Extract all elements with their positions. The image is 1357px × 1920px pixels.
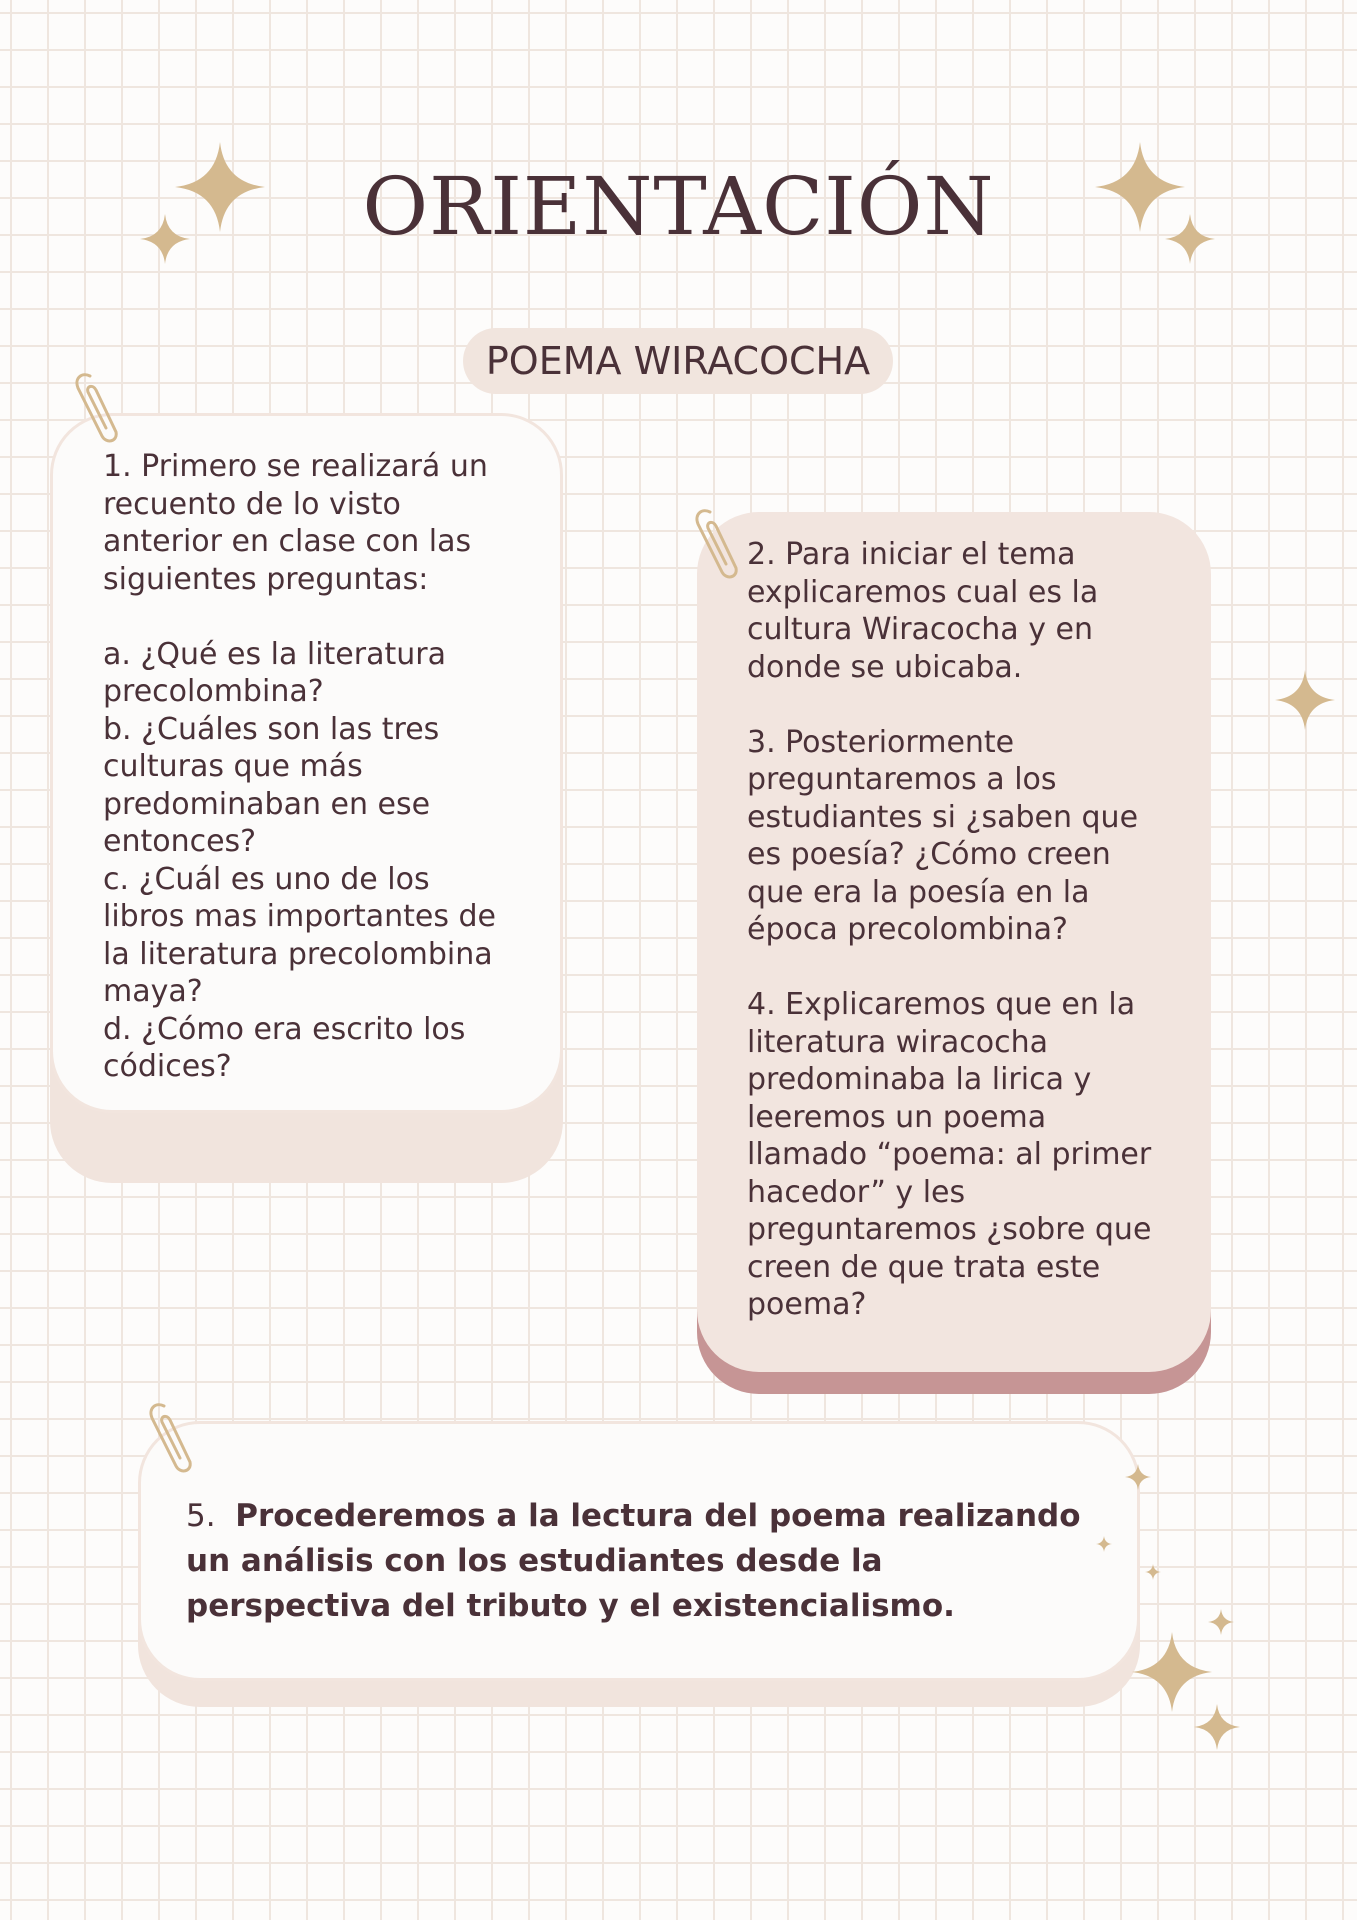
step-5-number: 5. [186, 1498, 216, 1534]
sparkle-icon [1125, 1464, 1151, 1490]
card-step-1-text: 1. Primero se realizará un recuento de lo visto anterior en clase con las siguientes preguntas: a. ¿Qué es la literatura precolombina? b. ¿Cuáles son las tres culturas que más predominaban en ese entonces? c. ¿Cuál es uno de los libros mas importantes de la literatura precolombina maya? d. ¿Cómo era escrito los códices? [103, 449, 497, 1084]
sparkle-icon [1194, 1704, 1240, 1750]
subtitle-pill: POEMA WIRACOCHA [463, 328, 893, 394]
sparkle-icon [1275, 670, 1335, 730]
paperclip-icon [142, 1398, 212, 1478]
sparkle-icon [1165, 214, 1215, 264]
step-5-bold-text: Procederemos a la lectura del poema realizando un análisis con los estudiantes desde la perspectiva del tributo y el existencialismo. [186, 1498, 1081, 1624]
card-face [697, 512, 1211, 1372]
card-step-5 [138, 1421, 1140, 1707]
card-steps-2-4-text: 2. Para iniciar el tema explicaremos cual es la cultura Wiracocha y en donde se ubicaba. 3. Posteriormente preguntaremos a los estudiantes si ¿saben que es poesía? ¿Cómo creen que era la poesía en la época precolombina? 4. Explicaremos que en la literatura wiracocha predominaba la lirica y leeremos un poema llamado “poema: al primer hacedor” y les preguntaremos ¿sobre que creen de que trata este poema? [747, 537, 1152, 1322]
sparkle-icon [1145, 1564, 1161, 1580]
sparkle-icon [1132, 1632, 1212, 1712]
paperclip-icon [688, 504, 758, 584]
page-title: ORIENTACIÓN [362, 160, 995, 253]
card-face [138, 1421, 1140, 1681]
card-step-5-text [186, 1494, 1086, 1629]
card-step-1 [50, 413, 563, 1183]
paperclip-icon [68, 368, 138, 448]
card-steps-2-4 [697, 512, 1211, 1394]
card-face [50, 413, 563, 1113]
sparkle-icon [140, 214, 190, 264]
sparkle-icon [1096, 1536, 1112, 1552]
